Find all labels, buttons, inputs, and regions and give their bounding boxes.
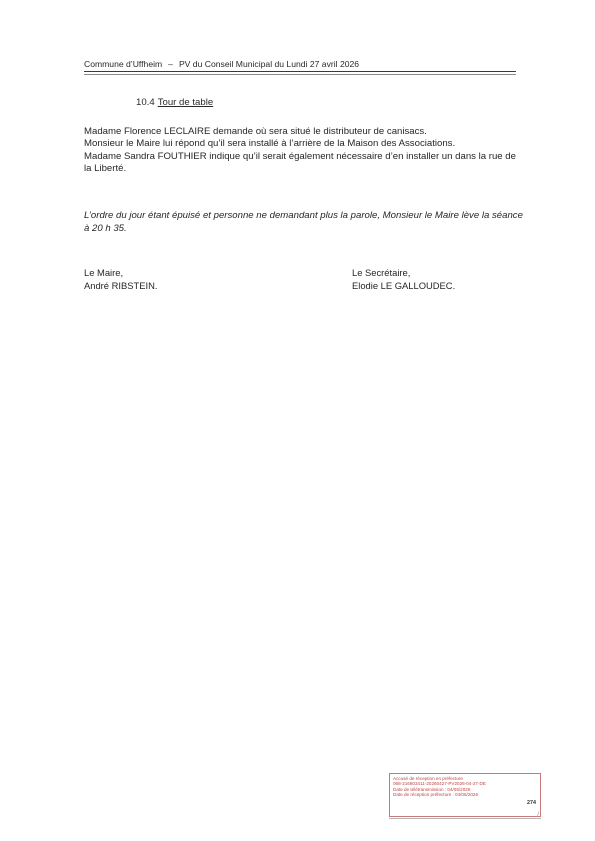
stamp-line-1: Accusé de réception en préfecture	[393, 776, 463, 781]
header-commune: Commune d’Uffheim	[84, 59, 163, 69]
prefecture-receipt-stamp	[389, 773, 541, 817]
signature-secretary	[352, 266, 455, 292]
section-number: 10.4	[136, 97, 155, 108]
mayor-role: Le Maire,	[84, 267, 124, 278]
stamp-line-2: 068-216803411-20260427-PV2026-04-27-DE	[393, 781, 486, 787]
header-rule	[84, 71, 516, 72]
stamp-line-3: Date de télétransmission : 04/05/2026	[393, 786, 471, 792]
page-number: 274	[527, 800, 536, 806]
section-title: Tour de table	[157, 97, 214, 108]
header-rule-secondary	[84, 74, 516, 75]
body-paragraphs	[84, 126, 516, 175]
closing-statement: L’ordre du jour étant épuisé et personne ne demandant plus la parole, Monsieur le Maire lève la séance à 20 h 35.	[84, 210, 523, 234]
paragraph-1: Madame Florence LECLAIRE demande où sera situé le distributeur de canisacs.	[84, 126, 427, 137]
mayor-name: André RIBSTEIN.	[84, 280, 158, 291]
footer-rule	[389, 818, 541, 819]
paragraph-3: Madame Sandra FOUTHIER indique qu’il serait également nécessaire d’en installer un dans la rue de la Liberté.	[84, 150, 516, 174]
corner-mark: /	[537, 812, 539, 819]
header-title: PV du Conseil Municipal du Lundi 27 avril 2026	[178, 59, 360, 69]
secretary-name: Elodie LE GALLOUDEC.	[352, 280, 456, 291]
page-header	[84, 59, 516, 69]
header-separator: –	[168, 59, 173, 69]
paragraph-2: Monsieur le Maire lui répond qu’il sera installé à l’arrière de la Maison des Associations.	[84, 138, 456, 150]
signature-mayor	[84, 266, 157, 292]
secretary-role: Le Secrétaire,	[352, 267, 411, 278]
stamp-line-4: Date de réception préfecture : 04/05/2026	[393, 792, 479, 798]
section-heading	[136, 97, 213, 108]
